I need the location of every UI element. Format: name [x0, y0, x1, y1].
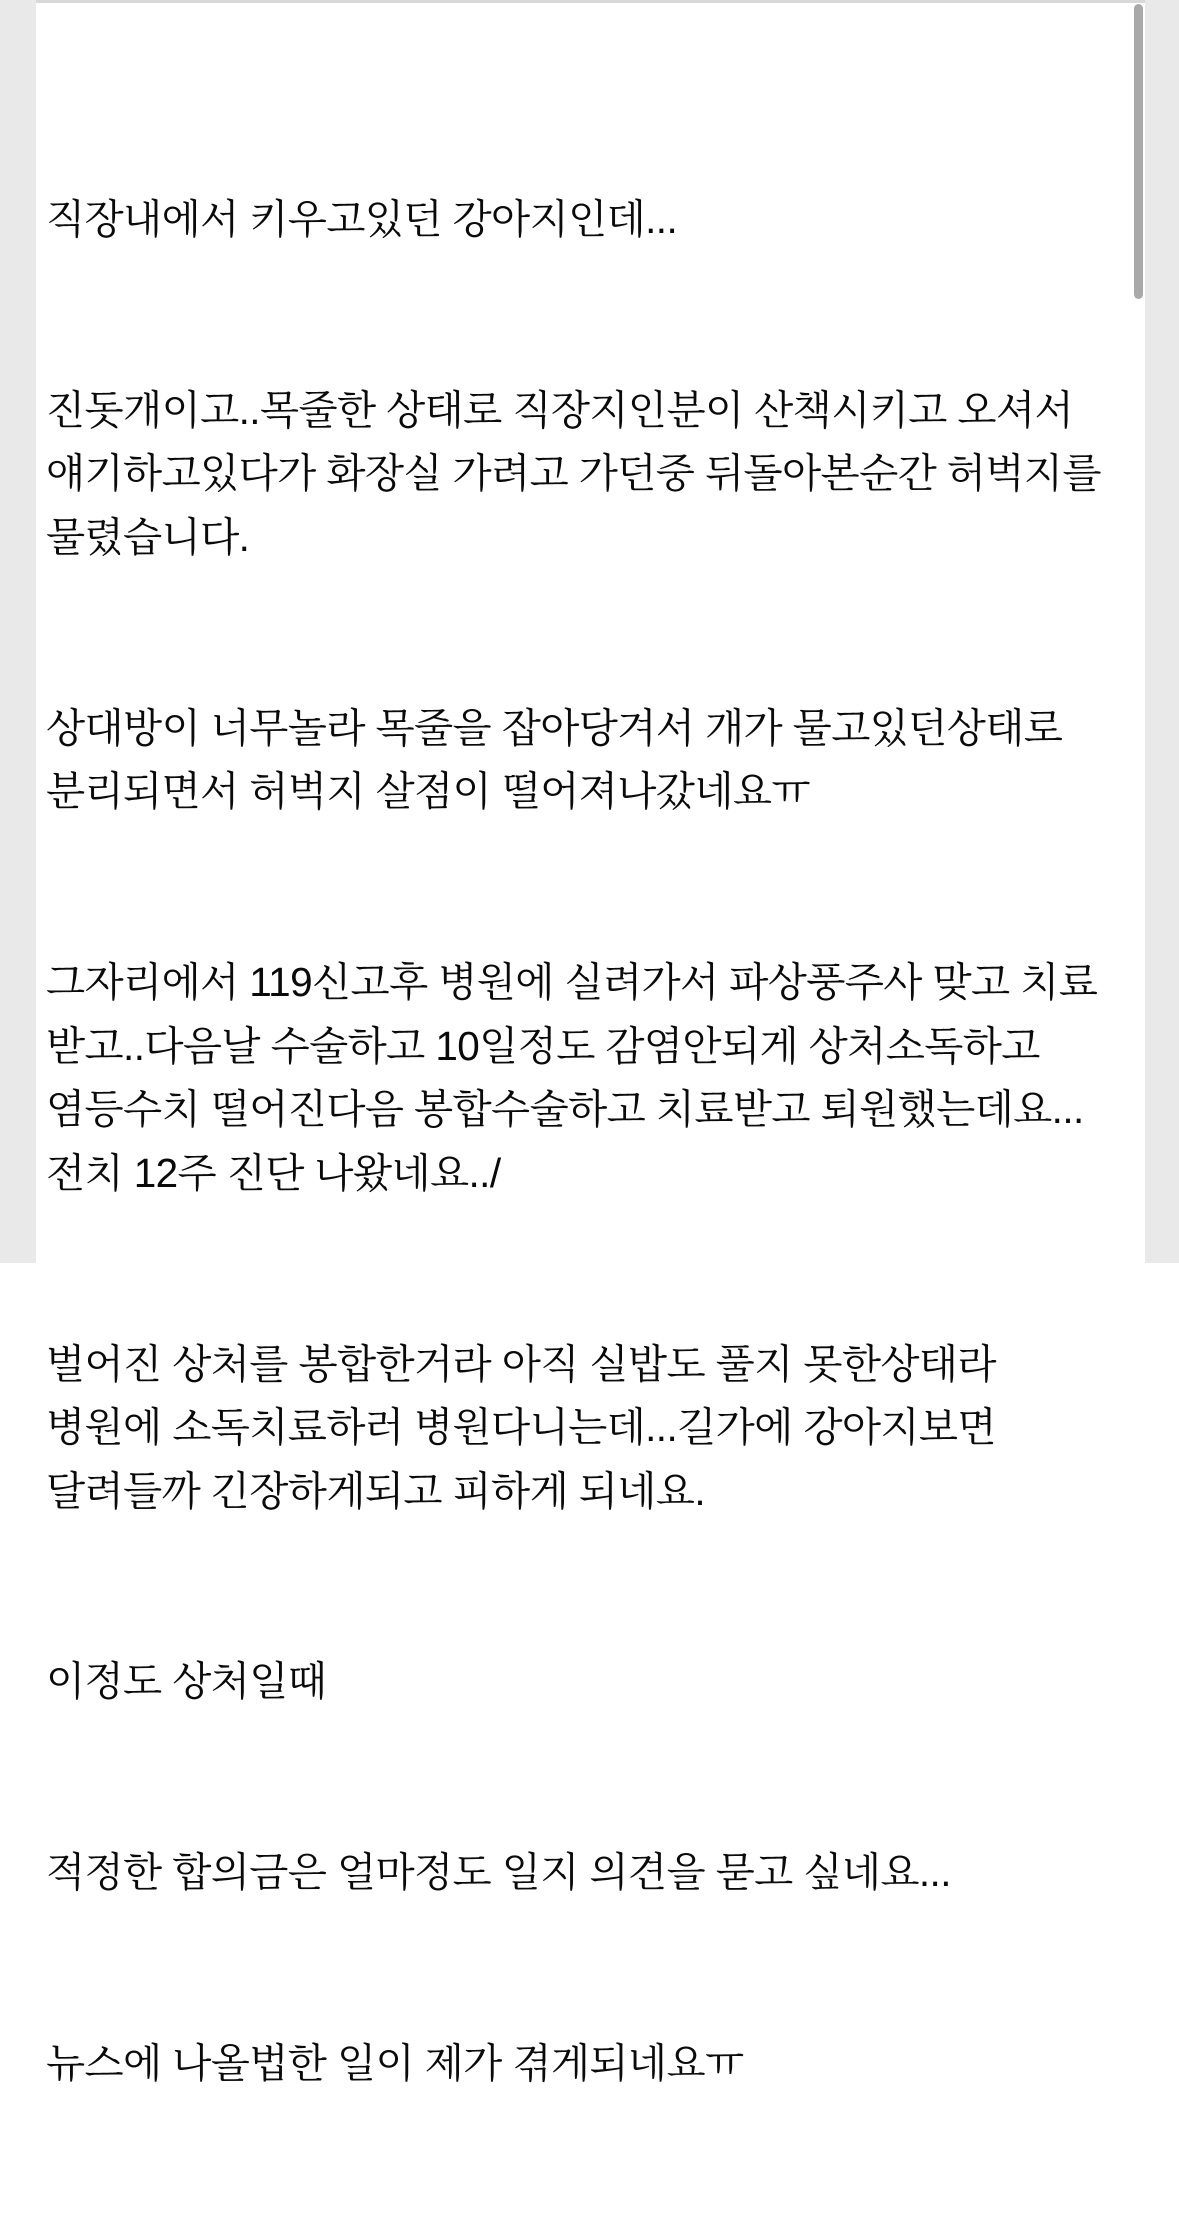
post-paragraph: 뉴스에 나올법한 일이 제가 겪게되네요ㅠ — [46, 2039, 744, 2086]
right-gutter — [1145, 0, 1179, 1263]
post-paragraph: 이정도 상처일때 — [46, 1658, 327, 1705]
post-paragraph: 상대방이 너무놀라 목줄을 잡아당겨서 개가 물고있던상태로 분리되면서 허벅지 살점이 떨어져나갔네요ㅠ — [46, 704, 1073, 815]
post-paragraph: 그자리에서 119신고후 병원에 실려가서 파상풍주사 맞고 치료 받고..다음날 수술하고 10일정도 감염안되게 상처소독하고 염등수치 떨어진다음 봉합수술하고 치료받고 퇴원했는데요...전치 12주 진단 나왔네요../ — [46, 959, 1108, 1196]
post-paragraph: 벌어진 상처를 봉합한거라 아직 실밥도 풀지 못한상태라 병원에 소독치료하러 병원다니는데...길가에 강아지보면 달려들까 긴장하게되고 피하게 되네요. — [46, 1340, 1007, 1514]
post-paragraph: 직장내에서 키우고있던 강아지인데... — [46, 196, 678, 243]
post-body — [46, 61, 1112, 2223]
post-content-pane — [36, 3, 1145, 2086]
left-gutter — [0, 0, 36, 1263]
post-paragraph: 적정한 합의금은 얼마정도 일지 의견을 묻고 싶네요... — [46, 1849, 951, 1896]
post-paragraph: 진돗개이고..목줄한 상태로 직장지인분이 산책시키고 오셔서 얘기하고있다가 화장실 가려고 가던중 뒤돌아본순간 허벅지를 물렸습니다. — [46, 386, 1112, 561]
vertical-scrollbar-thumb[interactable] — [1134, 4, 1143, 299]
